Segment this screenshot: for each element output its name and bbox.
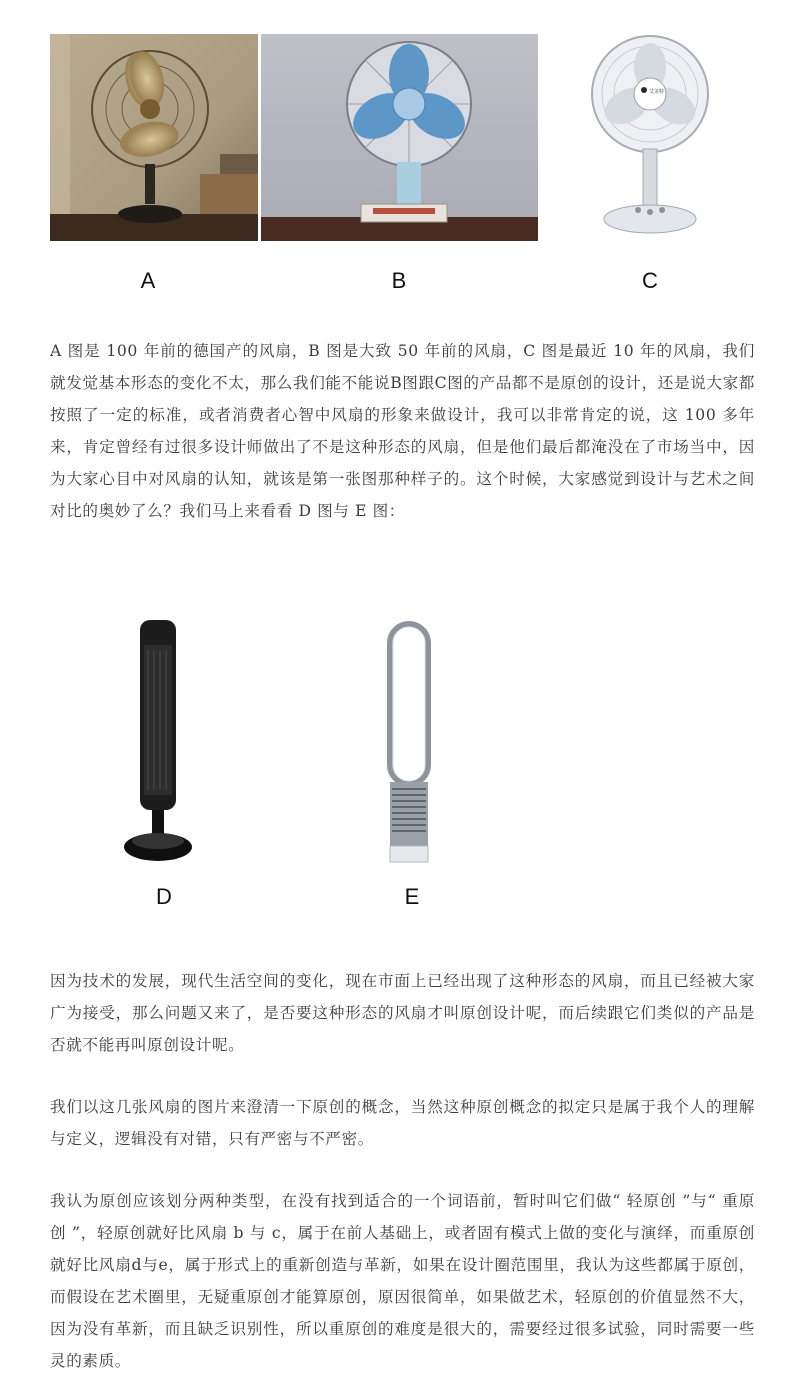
fan-photo-b [261,34,538,241]
caption-b: B [391,268,407,293]
caption-d: D [156,884,172,909]
caption-c: C [642,268,658,293]
paragraph-2: 因为技术的发展，现代生活空间的变化，现在市面上已经出现了这种形态的风扇，而且已经被大家广为接受，那么问题又来了，是否要这种形态的风扇才叫原创设计呢，而后续跟它们类似的产品是否就不能再叫原创设计呢。 [50,972,755,1054]
paragraph-4: 我认为原创应该划分两种类型，在没有找到适合的一个词语前，暂时叫它们做“ 轻原创 ”与“ 重原创 ”，轻原创就好比风扇 b 与 c，属于在前人基础上，或者固有模式上做的变化与演绎，而重原创就好比风扇d与e，属于形式上的重新创造与革新，如果在设计圈范围里，我认为这些都属于原创，而假设在艺术圈里，无疑重原创才能算原创，原因很简单，如果做艺术，轻原创的价值显然不大，因为没有革新，而且缺乏识别性，所以重原创的难度是很大的，需要经过很多试验，同时需要一些灵的素质。 [50,1192,755,1370]
paragraph-1: A 图是 100 年前的德国产的风扇，B 图是大致 50 年前的风扇，C 图是最近 10 年的风扇，我们就发觉基本形态的变化不太，那么我们能不能说B图跟C图的产品都不是原创的设计，还是说大家都按照了一定的标准，或者消费者心智中风扇的形象来做设计，我可以非常肯定的说，这 100 多年来，肯定曾经有过很多设计师做出了不是这种形态的风扇，但是他们最后都淹没在了市场当中，因为大家心目中对风扇的认知，就该是第一张图那种样子的。这个时候，大家感觉到设计与艺术之间对比的奥妙了么？我们马上来看看 D 图与 E 图： [50,342,755,520]
fan-photo-c [580,34,720,241]
caption-a: A [140,268,156,293]
caption-e: E [404,884,420,909]
fan-photo-a [50,34,258,241]
paragraph-3: 我们以这几张风扇的图片来澄清一下原创的概念，当然这种原创概念的拟定只是属于我个人的理解与定义，逻辑没有对错，只有严密与不严密。 [50,1098,755,1148]
brand-mark: 艾美特 [649,89,665,95]
fan-photo-e [384,620,434,865]
fan-photo-d [118,615,198,870]
